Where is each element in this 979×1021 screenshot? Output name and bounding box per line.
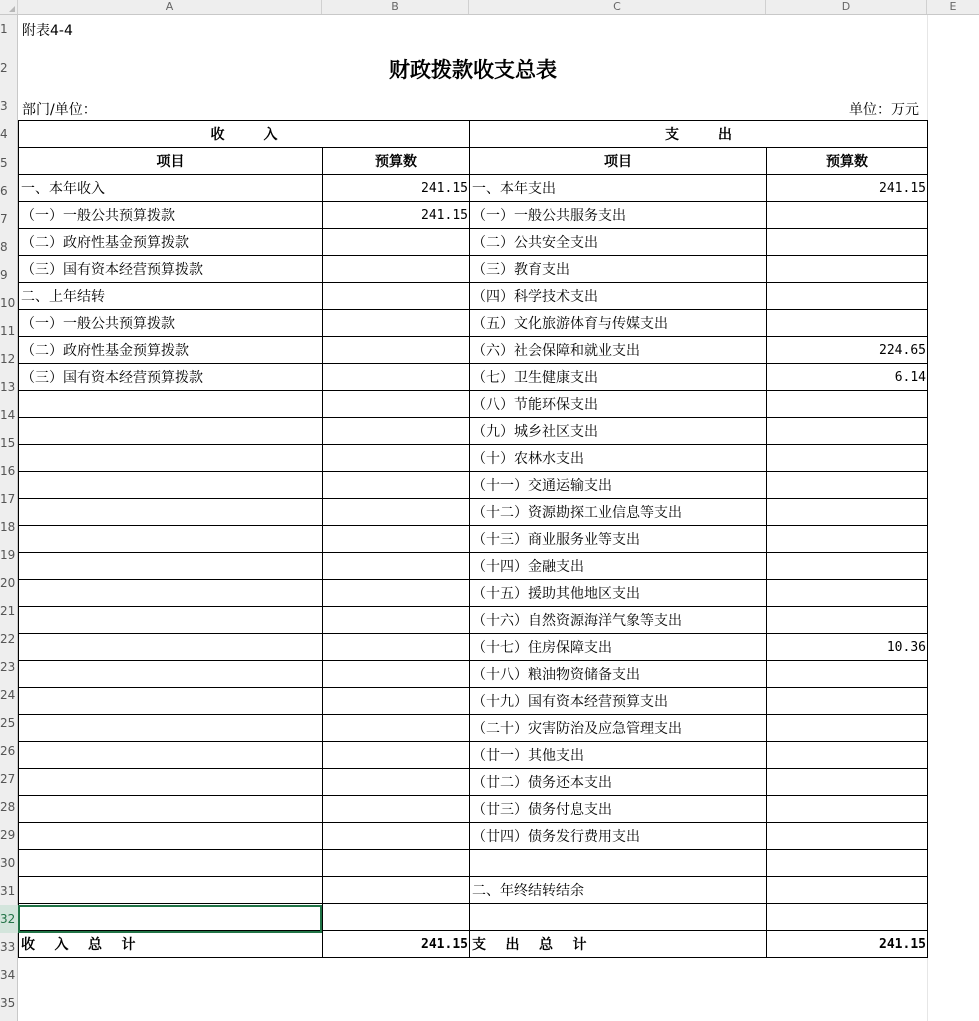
income-item-cell[interactable] — [19, 391, 323, 418]
table-row — [19, 634, 928, 661]
expense-item-cell[interactable]: （十八）粮油物资储备支出 — [470, 661, 767, 688]
table-row — [19, 337, 928, 364]
table-row — [19, 850, 928, 877]
expense-value-cell[interactable] — [767, 499, 928, 526]
expense-item-header[interactable]: 项目 — [470, 148, 767, 175]
column-header-e[interactable]: E — [949, 0, 957, 13]
row-number[interactable]: 28 — [0, 800, 16, 814]
income-item-cell[interactable] — [19, 661, 323, 688]
row-number[interactable]: 18 — [0, 520, 16, 534]
expense-item-cell[interactable]: （九）城乡社区支出 — [470, 418, 767, 445]
expense-item-cell[interactable]: （十四）金融支出 — [470, 553, 767, 580]
expense-item-cell[interactable]: （二十）灾害防治及应急管理支出 — [470, 715, 767, 742]
income-value-cell[interactable] — [323, 877, 470, 904]
income-item-cell[interactable] — [19, 526, 323, 553]
row-number[interactable]: 14 — [0, 408, 16, 422]
column-header-a[interactable]: A — [18, 0, 322, 14]
row-number[interactable]: 16 — [0, 464, 16, 478]
income-item-cell[interactable] — [19, 634, 323, 661]
expense-item-cell[interactable]: （十三）商业服务业等支出 — [470, 526, 767, 553]
income-header[interactable]: 收 入 — [19, 121, 470, 148]
income-item-cell[interactable]: 二、上年结转 — [19, 283, 323, 310]
income-item-cell[interactable] — [19, 742, 323, 769]
expense-item-cell[interactable]: （八）节能环保支出 — [470, 391, 767, 418]
column-header-c[interactable]: C — [469, 0, 766, 14]
income-total-value[interactable]: 241.15 — [323, 931, 470, 958]
income-item-cell[interactable] — [19, 445, 323, 472]
income-value-cell[interactable] — [323, 391, 470, 418]
expense-header[interactable]: 支 出 — [470, 121, 928, 148]
row-number[interactable]: 1 — [0, 22, 8, 36]
row-number[interactable]: 21 — [0, 604, 16, 618]
expense-item-cell[interactable]: （五）文化旅游体育与传媒支出 — [470, 310, 767, 337]
budget-table — [18, 120, 928, 958]
expense-value-cell[interactable] — [767, 769, 928, 796]
table-row — [19, 391, 928, 418]
expense-item-cell[interactable]: （廿三）债务付息支出 — [470, 796, 767, 823]
income-value-cell[interactable] — [323, 256, 470, 283]
row-number[interactable]: 32 — [0, 912, 16, 926]
table-row — [19, 526, 928, 553]
table-row — [19, 229, 928, 256]
dept-label: 部门/单位： — [22, 102, 97, 118]
expense-value-cell[interactable] — [767, 553, 928, 580]
table-row — [19, 418, 928, 445]
table-row — [19, 742, 928, 769]
expense-item-cell[interactable]: 二、年终结转结余 — [470, 877, 767, 904]
income-value-cell[interactable] — [323, 742, 470, 769]
table-row — [19, 769, 928, 796]
income-item-cell[interactable]: （三）国有资本经营预算拨款 — [19, 256, 323, 283]
income-value-cell[interactable] — [323, 769, 470, 796]
expense-item-cell[interactable]: （十九）国有资本经营预算支出 — [470, 688, 767, 715]
income-value-cell[interactable] — [323, 337, 470, 364]
income-value-cell[interactable] — [323, 310, 470, 337]
row-number[interactable]: 4 — [0, 127, 8, 141]
column-header-b[interactable]: B — [322, 0, 469, 14]
income-value-cell[interactable] — [323, 553, 470, 580]
income-value-cell[interactable]: 241.15 — [323, 202, 470, 229]
income-value-cell[interactable] — [323, 904, 470, 931]
table-row — [19, 499, 928, 526]
column-header-d[interactable]: D — [766, 0, 927, 14]
row-number[interactable]: 23 — [0, 660, 16, 674]
table-row — [19, 364, 928, 391]
row-number[interactable]: 9 — [0, 268, 8, 282]
expense-item-cell[interactable]: （六）社会保障和就业支出 — [470, 337, 767, 364]
table-row — [19, 310, 928, 337]
row-number[interactable]: 29 — [0, 828, 16, 842]
expense-item-cell[interactable]: （四）科学技术支出 — [470, 283, 767, 310]
table-row — [19, 202, 928, 229]
table-row — [19, 283, 928, 310]
expense-value-cell[interactable] — [767, 310, 928, 337]
income-item-cell[interactable] — [19, 823, 323, 850]
expense-value-cell[interactable]: 224.65 — [767, 337, 928, 364]
table-row — [19, 580, 928, 607]
expense-value-cell[interactable]: 6.14 — [767, 364, 928, 391]
row-number[interactable]: 10 — [0, 296, 16, 310]
expense-value-cell[interactable] — [767, 796, 928, 823]
expense-value-cell[interactable]: 241.15 — [767, 175, 928, 202]
expense-item-cell[interactable]: （廿四）债务发行费用支出 — [470, 823, 767, 850]
income-item-cell[interactable]: （一）一般公共预算拨款 — [19, 310, 323, 337]
income-value-cell[interactable] — [323, 823, 470, 850]
expense-item-cell[interactable]: （十二）资源勘探工业信息等支出 — [470, 499, 767, 526]
active-cell-a32[interactable] — [18, 905, 322, 933]
expense-total-label[interactable]: 支 出 总 计 — [470, 931, 767, 958]
expense-item-cell[interactable]: （廿一）其他支出 — [470, 742, 767, 769]
expense-value-cell[interactable] — [767, 742, 928, 769]
expense-value-cell[interactable] — [767, 202, 928, 229]
income-item-cell[interactable] — [19, 418, 323, 445]
table-row — [19, 472, 928, 499]
row-number[interactable]: 30 — [0, 856, 16, 870]
income-value-cell[interactable] — [323, 418, 470, 445]
table-row — [19, 175, 928, 202]
expense-item-cell[interactable]: （三）教育支出 — [470, 256, 767, 283]
expense-item-cell[interactable]: （一）一般公共服务支出 — [470, 202, 767, 229]
expense-item-cell[interactable]: （十）农林水支出 — [470, 445, 767, 472]
row-number[interactable]: 2 — [0, 61, 8, 75]
expense-value-cell[interactable] — [767, 391, 928, 418]
row-number[interactable]: 25 — [0, 716, 16, 730]
income-item-cell[interactable] — [19, 688, 323, 715]
table-row — [19, 715, 928, 742]
row-number[interactable]: 22 — [0, 632, 16, 646]
expense-item-cell[interactable]: （十六）自然资源海洋气象等支出 — [470, 607, 767, 634]
expense-item-cell[interactable]: （十一）交通运输支出 — [470, 472, 767, 499]
expense-item-cell[interactable]: （七）卫生健康支出 — [470, 364, 767, 391]
expense-value-cell[interactable] — [767, 823, 928, 850]
table-row — [19, 796, 928, 823]
expense-item-cell[interactable]: （二）公共安全支出 — [470, 229, 767, 256]
table-row — [19, 661, 928, 688]
row-number[interactable]: 26 — [0, 744, 16, 758]
income-value-cell[interactable] — [323, 499, 470, 526]
row-number[interactable]: 31 — [0, 884, 16, 898]
row-number[interactable]: 15 — [0, 436, 16, 450]
expense-item-cell[interactable]: 一、本年支出 — [470, 175, 767, 202]
expense-value-cell[interactable] — [767, 607, 928, 634]
income-value-cell[interactable] — [323, 445, 470, 472]
income-value-cell[interactable] — [323, 796, 470, 823]
expense-value-cell[interactable] — [767, 661, 928, 688]
column-header-bar — [0, 0, 979, 15]
income-value-cell[interactable] — [323, 580, 470, 607]
income-budget-header[interactable]: 预算数 — [323, 148, 470, 175]
income-item-cell[interactable] — [19, 796, 323, 823]
table-row — [19, 688, 928, 715]
income-item-cell[interactable] — [19, 580, 323, 607]
row-number[interactable]: 34 — [0, 968, 16, 982]
expense-value-cell[interactable] — [767, 283, 928, 310]
row-number[interactable]: 13 — [0, 380, 16, 394]
expense-value-cell[interactable] — [767, 580, 928, 607]
row-number[interactable]: 27 — [0, 772, 16, 786]
expense-value-cell[interactable] — [767, 904, 928, 931]
totals-row — [19, 931, 928, 958]
row-number[interactable]: 11 — [0, 324, 16, 338]
expense-value-cell[interactable] — [767, 877, 928, 904]
expense-item-cell[interactable]: （十七）住房保障支出 — [470, 634, 767, 661]
income-item-cell[interactable]: （一）一般公共预算拨款 — [19, 202, 323, 229]
income-value-cell[interactable] — [323, 715, 470, 742]
expense-value-cell[interactable] — [767, 256, 928, 283]
row-number[interactable]: 33 — [0, 940, 16, 954]
table-row — [19, 256, 928, 283]
income-item-cell[interactable] — [19, 877, 323, 904]
select-all-corner[interactable] — [0, 0, 18, 14]
income-item-cell[interactable] — [19, 472, 323, 499]
row-number[interactable]: 20 — [0, 576, 16, 590]
income-value-cell[interactable] — [323, 850, 470, 877]
expense-value-cell[interactable] — [767, 229, 928, 256]
row-number[interactable]: 3 — [0, 99, 8, 113]
expense-value-cell[interactable] — [767, 472, 928, 499]
annex-label: 附表4-4 — [22, 23, 73, 39]
income-value-cell[interactable] — [323, 283, 470, 310]
table-row — [19, 607, 928, 634]
expense-value-cell[interactable] — [767, 445, 928, 472]
income-item-cell[interactable] — [19, 715, 323, 742]
income-item-cell[interactable]: 一、本年收入 — [19, 175, 323, 202]
income-item-header[interactable]: 项目 — [19, 148, 323, 175]
expense-value-cell[interactable] — [767, 688, 928, 715]
expense-value-cell[interactable] — [767, 418, 928, 445]
expense-total-value[interactable]: 241.15 — [767, 931, 928, 958]
expense-item-cell[interactable] — [470, 850, 767, 877]
expense-value-cell[interactable]: 10.36 — [767, 634, 928, 661]
expense-value-cell[interactable] — [767, 850, 928, 877]
income-item-cell[interactable]: （二）政府性基金预算拨款 — [19, 337, 323, 364]
income-item-cell[interactable] — [19, 499, 323, 526]
income-value-cell[interactable] — [323, 229, 470, 256]
income-value-cell[interactable] — [323, 364, 470, 391]
income-item-cell[interactable] — [19, 850, 323, 877]
income-value-cell[interactable] — [323, 661, 470, 688]
row-number[interactable]: 35 — [0, 996, 16, 1010]
expense-value-cell[interactable] — [767, 526, 928, 553]
row-number[interactable]: 8 — [0, 240, 8, 254]
income-value-cell[interactable]: 241.15 — [323, 175, 470, 202]
income-item-cell[interactable] — [19, 553, 323, 580]
income-item-cell[interactable]: （三）国有资本经营预算拨款 — [19, 364, 323, 391]
income-value-cell[interactable] — [323, 688, 470, 715]
row-number[interactable]: 7 — [0, 212, 8, 226]
row-number[interactable]: 6 — [0, 184, 8, 198]
expense-item-cell[interactable]: （廿二）债务还本支出 — [470, 769, 767, 796]
table-row — [19, 823, 928, 850]
expense-budget-header[interactable]: 预算数 — [767, 148, 928, 175]
income-item-cell[interactable] — [19, 607, 323, 634]
row-number[interactable]: 17 — [0, 492, 16, 506]
expense-item-cell[interactable] — [470, 904, 767, 931]
income-value-cell[interactable] — [323, 472, 470, 499]
unit-label: 单位：万元 — [849, 102, 919, 118]
expense-value-cell[interactable] — [767, 715, 928, 742]
row-number[interactable]: 12 — [0, 352, 16, 366]
expense-item-cell[interactable]: （十五）援助其他地区支出 — [470, 580, 767, 607]
income-item-cell[interactable]: （二）政府性基金预算拨款 — [19, 229, 323, 256]
income-value-cell[interactable] — [323, 634, 470, 661]
page-title: 财政拨款收支总表 — [389, 57, 557, 82]
table-row — [19, 877, 928, 904]
table-row — [19, 445, 928, 472]
row-number[interactable]: 5 — [0, 156, 8, 170]
income-total-label[interactable]: 收 入 总 计 — [19, 931, 323, 958]
table-row — [19, 553, 928, 580]
income-value-cell[interactable] — [323, 607, 470, 634]
income-item-cell[interactable] — [19, 769, 323, 796]
row-number[interactable]: 24 — [0, 688, 16, 702]
row-number[interactable]: 19 — [0, 548, 16, 562]
income-value-cell[interactable] — [323, 526, 470, 553]
